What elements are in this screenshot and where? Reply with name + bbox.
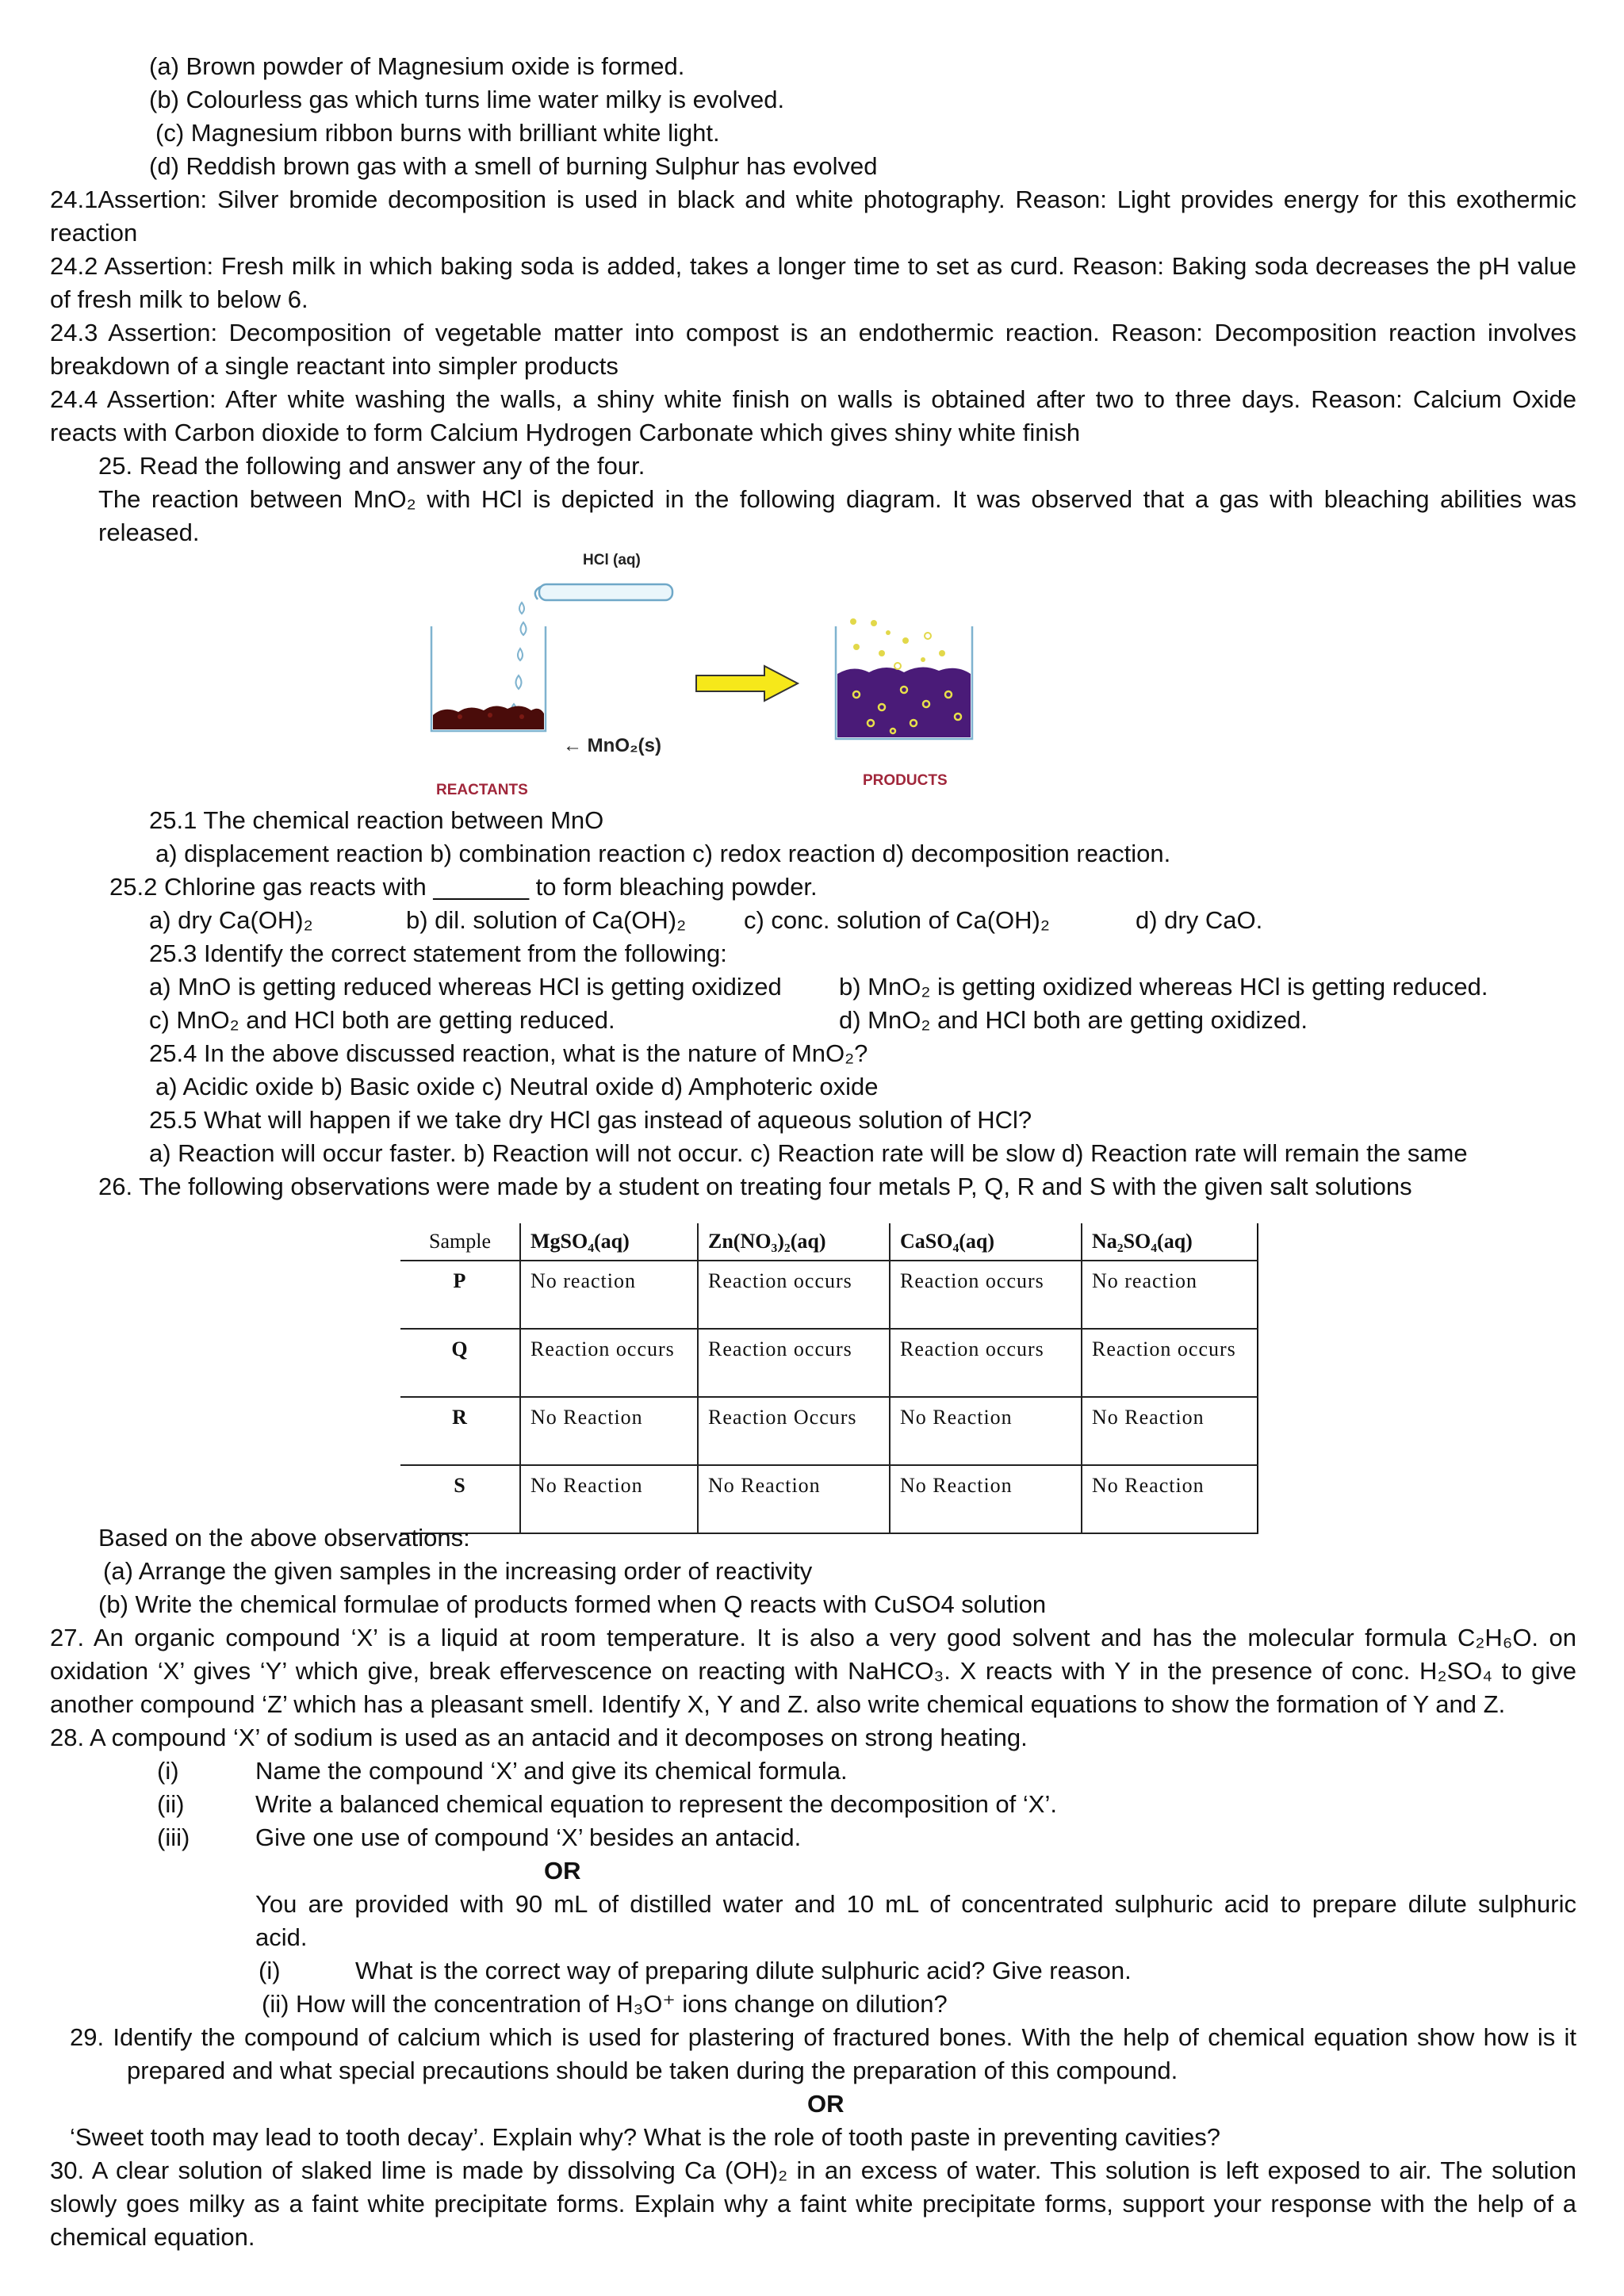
q28-i-number: (i): [157, 1757, 179, 1785]
table-row: [400, 1465, 1258, 1533]
q26-heading: 26. The following observations were made by a student on treating four metals P, Q, R and S with the given salt solutions: [98, 1173, 1412, 1200]
product-beaker-icon: [836, 618, 972, 739]
q28-alt-i-text: What is the correct way of preparing dilute sulphuric acid? Give reason.: [355, 1957, 1132, 1984]
observations-table: [400, 1223, 1258, 1534]
q25-intro-line1: The reaction between MnO₂ with HCl is depicted in the following diagram. It was observed that a gas with bleaching abilities was: [98, 485, 1576, 513]
q25-3-question: 25.3 Identify the correct statement from the following:: [149, 939, 727, 967]
q25-2-option-b: b) dil. solution of Ca(OH)₂: [406, 906, 687, 934]
test-tube-icon: [535, 584, 672, 600]
table-cell: No Reaction: [890, 1465, 1082, 1533]
hcl-drops-icon: [511, 603, 527, 717]
q24-1-line2: reaction: [50, 219, 138, 247]
table-cell: Reaction occurs: [520, 1329, 698, 1397]
table-cell: R: [400, 1397, 520, 1465]
table-cell: Reaction occurs: [1082, 1329, 1258, 1397]
q24-3-line2: breakdown of a single reactant into simpler products: [50, 352, 619, 380]
q28-ii-number: (ii): [157, 1790, 185, 1818]
table-cell: P: [400, 1261, 520, 1329]
reactant-beaker-icon: [431, 626, 546, 731]
q23-option-c: (c) Magnesium ribbon burns with brilliant white light.: [155, 119, 720, 147]
table-cell: Reaction occurs: [890, 1261, 1082, 1329]
q25-5-options: a) Reaction will occur faster. b) Reaction will not occur. c) Reaction rate will be slow d) Reaction rate will remain the same: [149, 1139, 1468, 1167]
q29-line2: prepared and what special precautions should be taken during the preparation of this compound.: [127, 2057, 1178, 2084]
q23-option-d: (d) Reddish brown gas with a smell of burning Sulphur has evolved: [149, 152, 878, 180]
mno2-label: ← MnO₂(s): [563, 735, 661, 756]
table-header-cell: MgSO₄(aq): [520, 1223, 698, 1261]
q24-4-line1: 24.4 Assertion: After white washing the walls, a shiny white finish on walls is obtained after two to three days. Reason: Calcium Oxide: [50, 385, 1576, 413]
table-cell: Reaction occurs: [698, 1261, 890, 1329]
q28-iii-number: (iii): [157, 1823, 190, 1851]
q25-3-option-c: c) MnO₂ and HCl both are getting reduced.: [149, 1006, 615, 1034]
q25-2-option-d: d) dry CaO.: [1136, 906, 1263, 934]
q27-line1: 27. An organic compound ‘X’ is a liquid at room temperature. It is also a very good solvent and has the molecular formula C₂H₆O. on: [50, 1624, 1576, 1651]
q25-intro-line2: released.: [98, 519, 200, 546]
q24-2-line1: 24.2 Assertion: Fresh milk in which baking soda is added, takes a longer time to set as curd. Reason: Baking soda decreases the pH value: [50, 252, 1576, 280]
table-header-cell: CaSO₄(aq): [890, 1223, 1082, 1261]
q25-1-question: 25.1 The chemical reaction between MnO: [149, 806, 604, 834]
q25-2-option-c: c) conc. solution of Ca(OH)₂: [744, 906, 1050, 934]
table-cell: Reaction Occurs: [698, 1397, 890, 1465]
q28-question: 28. A compound ‘X’ of sodium is used as an antacid and it decomposes on strong heating.: [50, 1724, 1028, 1751]
q26-part-b: (b) Write the chemical formulae of products formed when Q reacts with CuSO4 solution: [98, 1590, 1047, 1618]
reaction-diagram: [412, 547, 1015, 809]
q24-4-line2: reacts with Carbon dioxide to form Calcium Hydrogen Carbonate which gives shiny white finish: [50, 419, 1081, 446]
table-cell: No Reaction: [520, 1397, 698, 1465]
table-row: [400, 1329, 1258, 1397]
q25-3-option-b: b) MnO₂ is getting oxidized whereas HCl is getting reduced.: [839, 973, 1488, 1001]
table-row: [400, 1261, 1258, 1329]
q28-alt-i-number: (i): [259, 1957, 281, 1984]
reactants-label: REACTANTS: [436, 782, 528, 798]
table-cell: No reaction: [520, 1261, 698, 1329]
q23-option-a: (a) Brown powder of Magnesium oxide is formed.: [149, 52, 685, 80]
table-cell: No Reaction: [890, 1397, 1082, 1465]
table-cell: Q: [400, 1329, 520, 1397]
q28-alt-line2: acid.: [255, 1923, 308, 1951]
q27-line2: oxidation ‘X’ gives ‘Y’ which give, break effervescence on reacting with NaHCO₃. X reacts with Y in the presence of conc. H₂SO₄ to give: [50, 1657, 1576, 1685]
q25-1-options: a) displacement reaction b) combination reaction c) redox reaction d) decomposition reaction.: [155, 840, 1171, 867]
q26-part-a: (a) Arrange the given samples in the increasing order of reactivity: [103, 1557, 813, 1585]
table-cell: No reaction: [1082, 1261, 1258, 1329]
q28-i-text: Name the compound ‘X’ and give its chemical formula.: [255, 1757, 848, 1785]
q28-ii-text: Write a balanced chemical equation to represent the decomposition of ‘X’.: [255, 1790, 1057, 1818]
q30-line2: slowly goes milky as a faint white precipitate forms. Explain why a faint white precipitate forms, support your response with the help of a: [50, 2190, 1576, 2218]
table-header-cell: Sample: [400, 1223, 520, 1261]
table-cell: Reaction occurs: [698, 1329, 890, 1397]
q30-line3: chemical equation.: [50, 2223, 255, 2251]
q25-4-question: 25.4 In the above discussed reaction, what is the nature of MnO₂?: [149, 1039, 868, 1067]
q29-line1: 29. Identify the compound of calcium which is used for plastering of fractured bones. With the help of chemical equation show how is it: [70, 2023, 1576, 2051]
reaction-arrow-icon: [696, 666, 798, 701]
q24-1-line1: 24.1Assertion: Silver bromide decomposition is used in black and white photography. Reason: Light provides energy for this exothermic: [50, 186, 1576, 213]
q25-3-option-a: a) MnO is getting reduced whereas HCl is getting oxidized: [149, 973, 782, 1001]
table-row: [400, 1397, 1258, 1465]
hcl-label: HCl (aq): [583, 552, 641, 568]
q28-alt-ii: (ii) How will the concentration of H₃O⁺ ions change on dilution?: [262, 1990, 948, 2018]
q28-alt-line1: You are provided with 90 mL of distilled water and 10 mL of concentrated sulphuric acid to prepare dilute sulphuric: [255, 1890, 1576, 1918]
table-header-row: [400, 1223, 1258, 1261]
q25-2-question: 25.2 Chlorine gas reacts with _______ to form bleaching powder.: [109, 873, 818, 901]
table-cell: No Reaction: [1082, 1397, 1258, 1465]
table-cell: No Reaction: [698, 1465, 890, 1533]
table-header-cell: Na₂SO₄(aq): [1082, 1223, 1258, 1261]
q25-3-option-d: d) MnO₂ and HCl both are getting oxidized.: [839, 1006, 1308, 1034]
table-header-cell: Zn(NO₃)₂(aq): [698, 1223, 890, 1261]
q30-line1: 30. A clear solution of slaked lime is made by dissolving Ca (OH)₂ in an excess of water. This solution is left exposed to air. The solution: [50, 2156, 1576, 2184]
q25-2-option-a: a) dry Ca(OH)₂: [149, 906, 313, 934]
q28-iii-text: Give one use of compound ‘X’ besides an antacid.: [255, 1823, 802, 1851]
q27-line3: another compound ‘Z’ which has a pleasant smell. Identify X, Y and Z. also write chemical equations to show the formation of Y and Z.: [50, 1690, 1506, 1718]
q29-alt: ‘Sweet tooth may lead to tooth decay’. Explain why? What is the role of tooth paste in preventing cavities?: [70, 2123, 1220, 2151]
products-label: PRODUCTS: [863, 772, 948, 789]
q24-3-line1: 24.3 Assertion: Decomposition of vegetable matter into compost is an endothermic reaction. Reason: Decomposition reaction involves: [50, 319, 1576, 346]
table-cell: Reaction occurs: [890, 1329, 1082, 1397]
table-cell: S: [400, 1465, 520, 1533]
table-cell: No Reaction: [1082, 1465, 1258, 1533]
q28-or: OR: [544, 1857, 581, 1885]
q24-2-line2: of fresh milk to below 6.: [50, 285, 308, 313]
q26-based-on: Based on the above observations:: [98, 1524, 470, 1552]
q29-or: OR: [807, 2090, 845, 2118]
q25-heading: 25. Read the following and answer any of the four.: [98, 452, 645, 480]
q23-option-b: (b) Colourless gas which turns lime water milky is evolved.: [149, 86, 785, 113]
q25-4-options: a) Acidic oxide b) Basic oxide c) Neutral oxide d) Amphoteric oxide: [155, 1073, 879, 1100]
table-cell: No Reaction: [520, 1465, 698, 1533]
q25-5-question: 25.5 What will happen if we take dry HCl gas instead of aqueous solution of HCl?: [149, 1106, 1032, 1134]
